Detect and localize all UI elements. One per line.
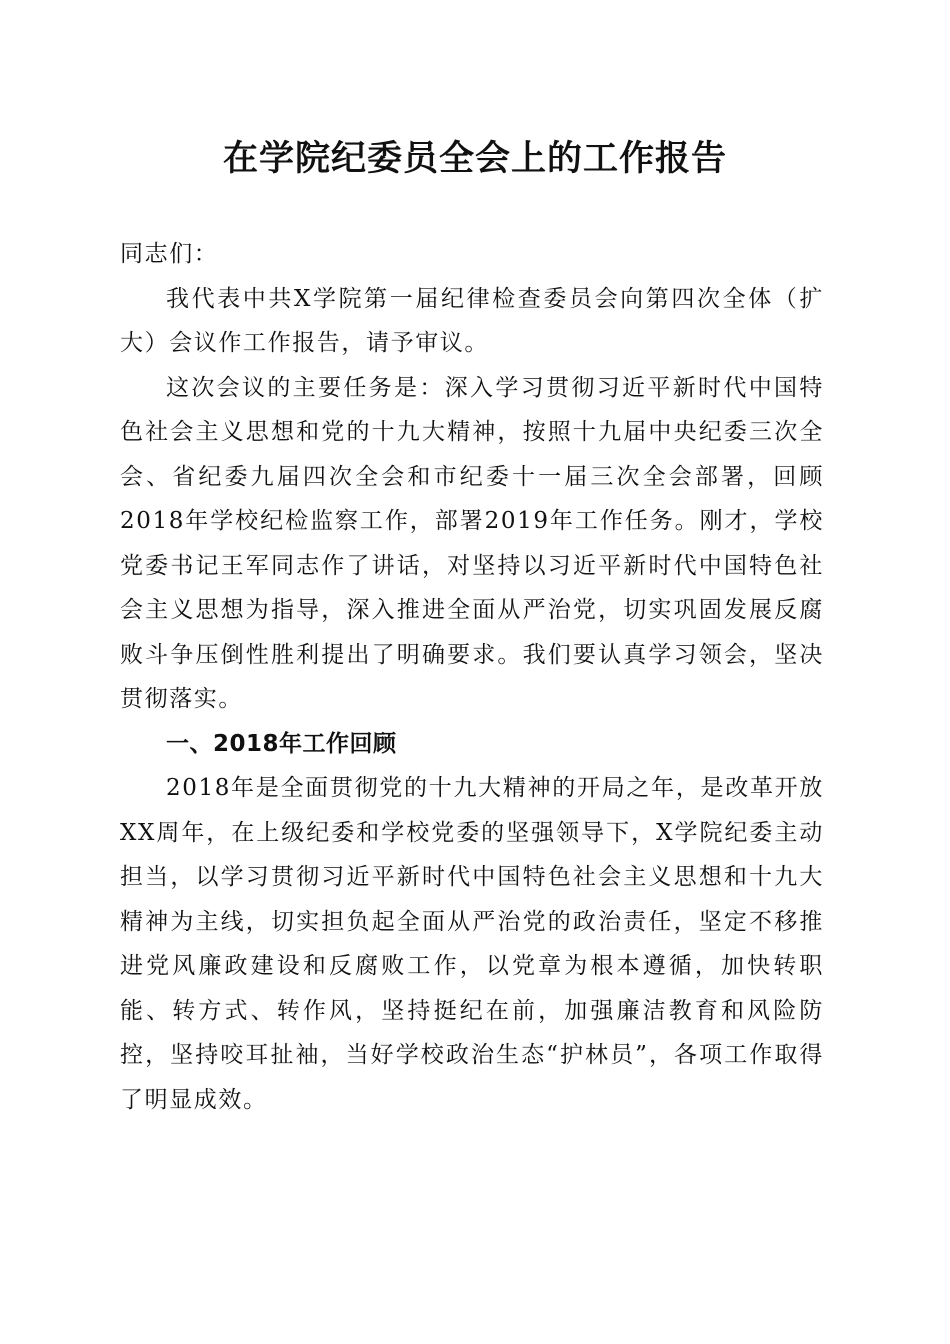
salutation: 同志们： [120,241,219,267]
paragraph-review: 2018年是全面贯彻党的十九大精神的开局之年，是改革开放XX周年，在上级纪委和学校党委的坚强领导下，X学院纪委主动担当，以学习贯彻习近平新时代中国特色社会主义思想和十九大精神为主线，切实担负起全面从严治党的政治责任，坚定不移推进党风廉政建设和反腐败工作，以党章为根本遵循，加快转职能、转方式、转作风，坚持挺纪在前，加强廉洁教育和风险防控，坚持咬耳扯袖，当好学校政治生态“护林员”，各项工作取得了明显成效。 [120,775,824,1113]
document-title: 在学院纪委员全会上的工作报告 [222,138,727,179]
document-body [120,232,824,1122]
paragraph-intro: 我代表中共X学院第一届纪律检查委员会向第四次全体（扩大）会议作工作报告，请予审议。 [120,285,824,356]
section-heading: 一、2018年工作回顾 [166,730,397,757]
paragraph-meeting-tasks: 这次会议的主要任务是：深入学习贯彻习近平新时代中国特色社会主义思想和党的十九大精神，按照十九届中央纪委三次全会、省纪委九届四次全会和市纪委十一届三次全会部署，回顾2018年学校纪检监察工作，部署2019年工作任务。刚才，学校党委书记王军同志作了讲话，对坚持以习近平新时代中国特色社会主义思想为指导，深入推进全面从严治党，切实巩固发展反腐败斗争压倒性胜利提出了明确要求。我们要认真学习领会，坚决贯彻落实。 [120,374,824,712]
